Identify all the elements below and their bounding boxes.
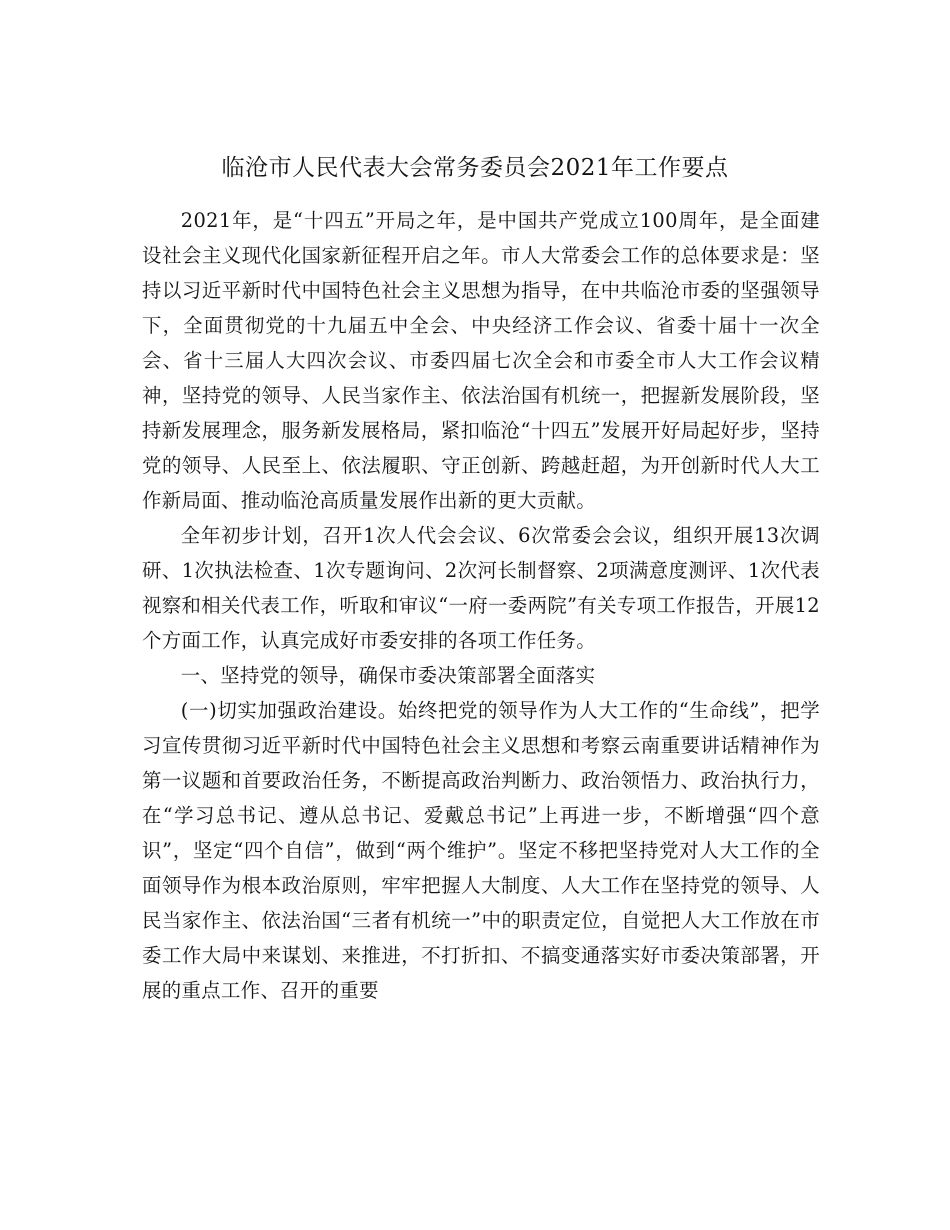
document-body <box>142 203 820 1008</box>
document-title: 临沧市人民代表大会常务委员会2021年工作要点 <box>221 155 729 181</box>
paragraph-annual-plan: 全年初步计划，召开1次人代会会议、6次常委会会议，组织开展13次调研、1次执法检查、1次专题询问、2次河长制督察、2项满意度测评、1次代表视察和相关代表工作，听取和审议“一府一委两院”有关专项工作报告，开展12个方面工作，认真完成好市委安排的各项工作任务。 <box>142 524 820 652</box>
paragraph-intro: 2021年，是“十四五”开局之年，是中国共产党成立100周年，是全面建设社会主义现代化国家新征程开启之年。市人大常委会工作的总体要求是：坚持以习近平新时代中国特色社会主义思想为指导，在中共临沧市委的坚强领导下，全面贯彻党的十九届五中全会、中央经济工作会议、省委十届十一次全会、省十三届人大四次会议、市委四届七次全会和市委全市人大工作会议精神，坚持党的领导、人民当家作主、依法治国有机统一，把握新发展阶段，坚持新发展理念，服务新发展格局，紧扣临沧“十四五”发展开好局起好步，坚持党的领导、人民至上、依法履职、守正创新、跨越赶超，为开创新时代人大工作新局面、推动临沧高质量发展作出新的更大贡献。 <box>142 209 820 512</box>
paragraph-political-building: (一)切实加强政治建设。始终把党的领导作为人大工作的“生命线”，把学习宣传贯彻习近平新时代中国特色社会主义思想和考察云南重要讲话精神作为第一议题和首要政治任务，不断提高政治判断力、政治领悟力、政治执行力，在“学习总书记、遵从总书记、爱戴总书记”上再进一步，不断增强“四个意识”，坚定“四个自信”，做到“两个维护”。坚定不移把坚持党对人大工作的全面领导作为根本政治原则，牢牢把握人大制度、人大工作在坚持党的领导、人民当家作主、依法治国“三者有机统一”中的职责定位，自觉把人大工作放在市委工作大局中来谋划、来推进，不打折扣、不搞变通落实好市委决策部署，开展的重点工作、召开的重要 <box>142 699 820 1002</box>
section-heading-1: 一、坚持党的领导，确保市委决策部署全面落实 <box>180 664 596 687</box>
